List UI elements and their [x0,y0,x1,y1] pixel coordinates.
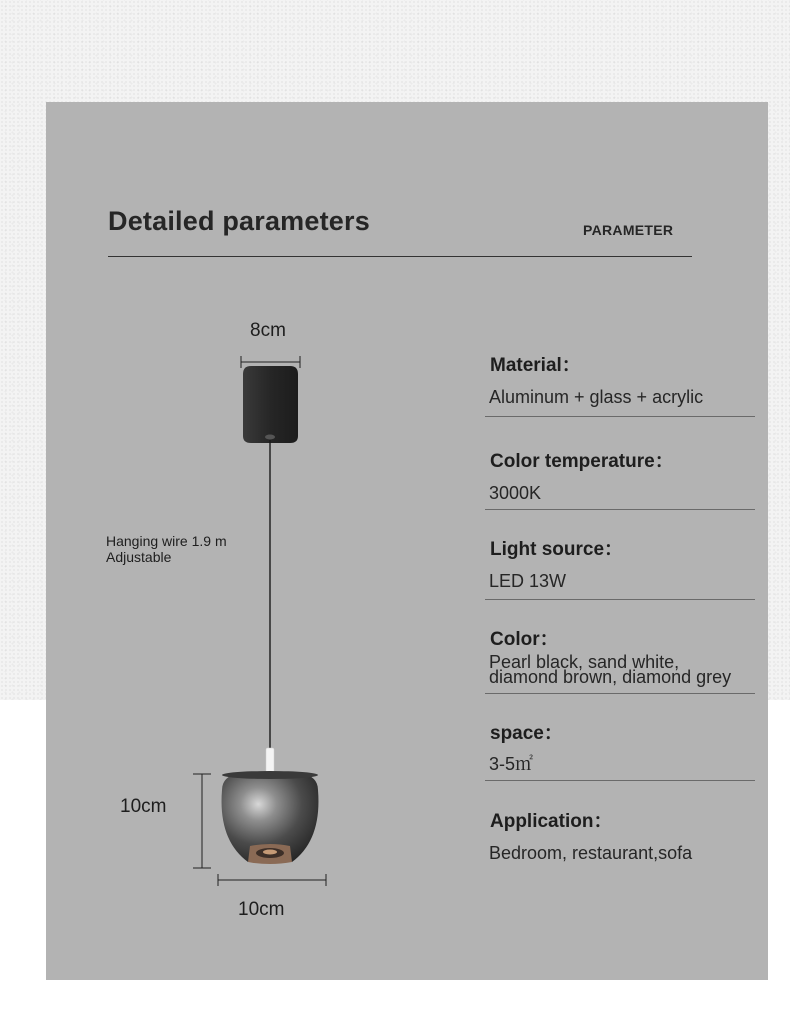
param-label: Color temperature： [490,451,674,472]
param-value [489,652,732,687]
param-value: Aluminum + glass + acrylic [489,387,704,407]
section-tag: PARAMETER [583,222,674,238]
param-label: Application： [490,811,613,832]
param-label: space： [490,723,563,744]
shade-height-label: 10cm [120,796,167,817]
param-value: 3-5㎡ [489,754,534,774]
wire-note [106,533,227,565]
param-label: Light source： [490,539,624,560]
shade-width-dimension [218,874,326,886]
lamp-shade [222,771,319,864]
param-divider [485,780,755,781]
wire-note-line1: Hanging wire 1.9 m [106,533,227,549]
param-label: Material： [490,355,581,376]
param-value-line2: diamond brown, diamond grey [489,667,732,687]
param-divider [485,416,755,417]
param-value: 3000K [489,483,542,503]
shade-width-label: 10cm [238,899,285,920]
param-value: Bedroom, restaurant,sofa [489,843,693,863]
param-value-line1: Pearl black, sand white, [489,652,680,672]
page-title: Detailed parameters [108,206,370,236]
shade-height-dimension [193,774,211,868]
param-label: Color： [490,629,559,650]
wire-note-line2: Adjustable [106,549,172,565]
canopy-width-label: 8cm [250,320,286,341]
param-divider [485,599,755,600]
param-divider [485,693,755,694]
ceiling-canopy [243,366,298,443]
param-divider [485,509,755,510]
param-value: LED 13W [489,571,567,591]
